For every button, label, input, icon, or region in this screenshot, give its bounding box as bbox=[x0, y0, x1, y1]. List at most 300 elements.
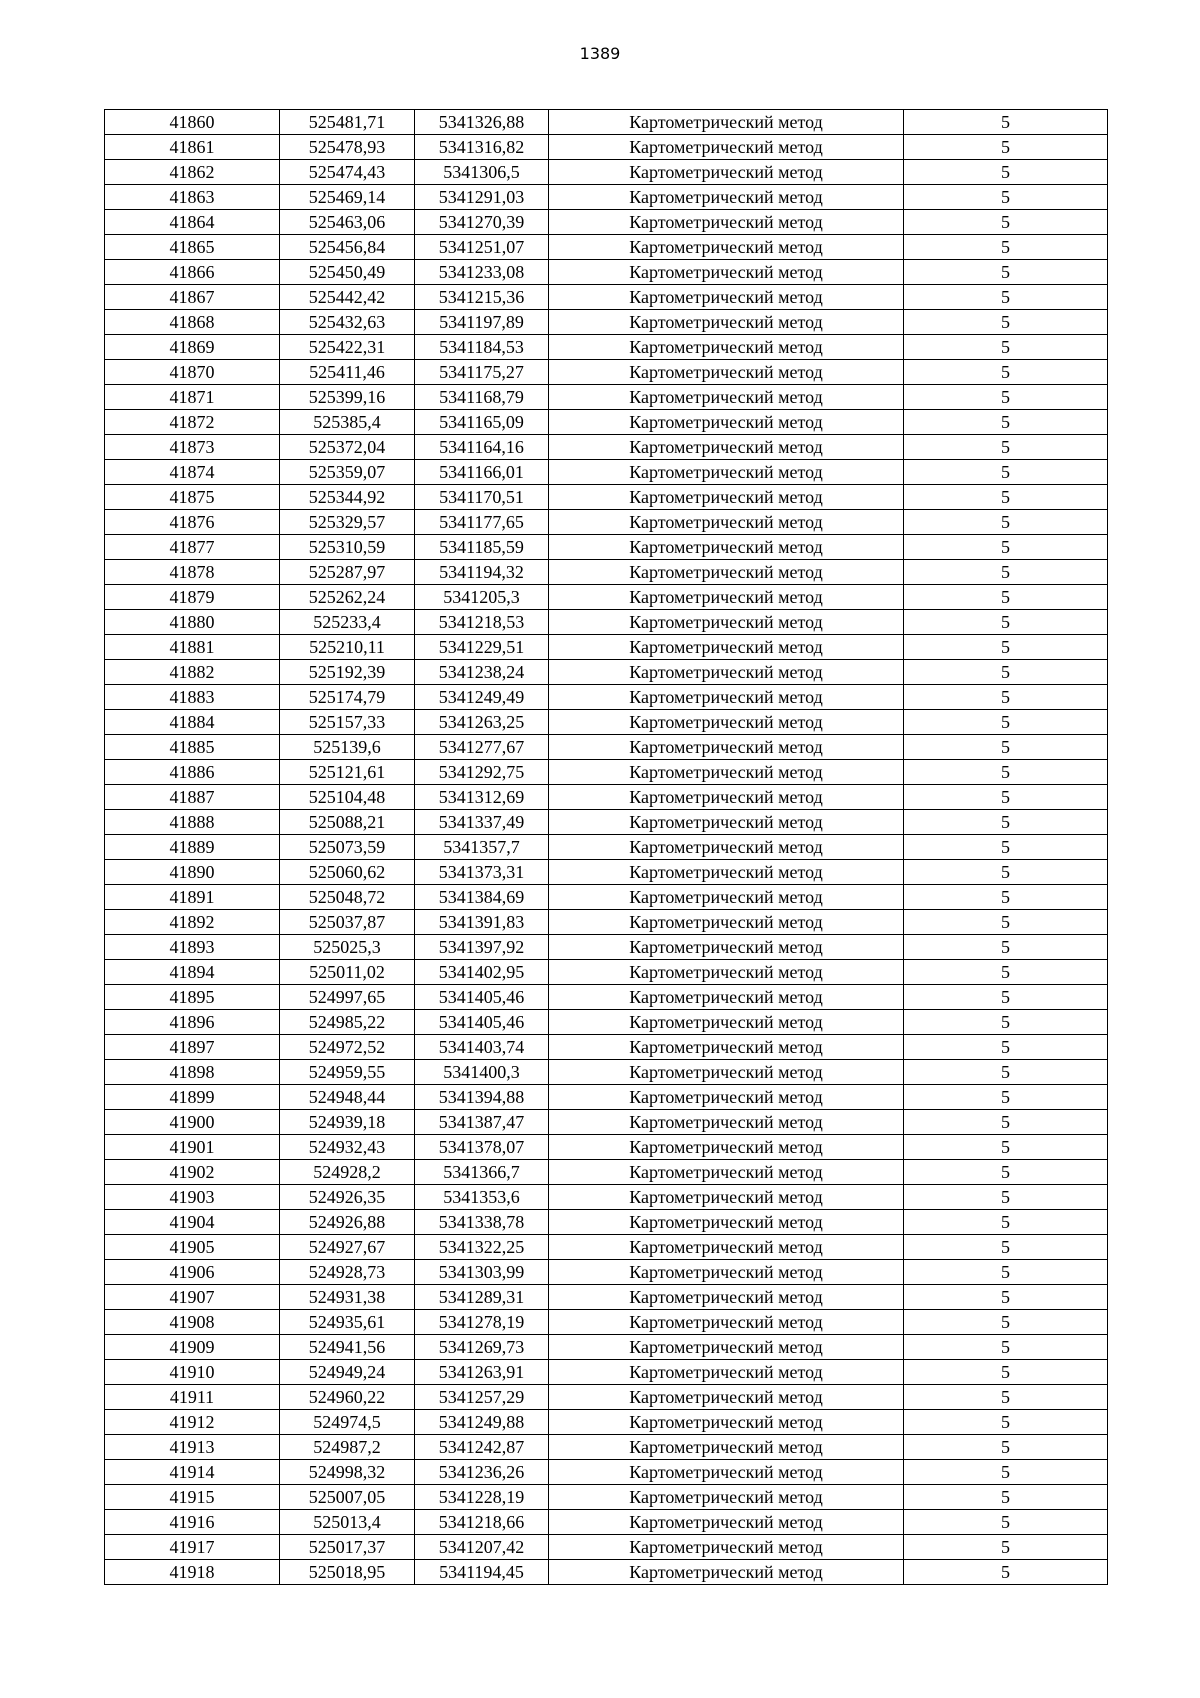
table-row bbox=[105, 1535, 1108, 1560]
point-number-cell: 41869 bbox=[105, 335, 280, 360]
table-row bbox=[105, 635, 1108, 660]
y-coordinate-cell: 5341291,03 bbox=[415, 185, 549, 210]
y-coordinate-cell: 5341316,82 bbox=[415, 135, 549, 160]
accuracy-cell: 5 bbox=[904, 260, 1108, 285]
accuracy-cell: 5 bbox=[904, 1035, 1108, 1060]
table-row bbox=[105, 160, 1108, 185]
table-row bbox=[105, 360, 1108, 385]
x-coordinate-cell: 525344,92 bbox=[280, 485, 415, 510]
x-coordinate-cell: 524974,5 bbox=[280, 1410, 415, 1435]
table-row bbox=[105, 1210, 1108, 1235]
accuracy-cell: 5 bbox=[904, 785, 1108, 810]
table-row bbox=[105, 1085, 1108, 1110]
table-row bbox=[105, 385, 1108, 410]
y-coordinate-cell: 5341218,66 bbox=[415, 1510, 549, 1535]
method-cell: Картометрический метод bbox=[549, 1335, 904, 1360]
y-coordinate-cell: 5341357,7 bbox=[415, 835, 549, 860]
accuracy-cell: 5 bbox=[904, 310, 1108, 335]
method-cell: Картометрический метод bbox=[549, 1035, 904, 1060]
point-number-cell: 41898 bbox=[105, 1060, 280, 1085]
method-cell: Картометрический метод bbox=[549, 410, 904, 435]
x-coordinate-cell: 525025,3 bbox=[280, 935, 415, 960]
accuracy-cell: 5 bbox=[904, 935, 1108, 960]
accuracy-cell: 5 bbox=[904, 960, 1108, 985]
table-row bbox=[105, 310, 1108, 335]
x-coordinate-cell: 525073,59 bbox=[280, 835, 415, 860]
x-coordinate-cell: 525481,71 bbox=[280, 110, 415, 135]
method-cell: Картометрический метод bbox=[549, 235, 904, 260]
point-number-cell: 41870 bbox=[105, 360, 280, 385]
x-coordinate-cell: 525210,11 bbox=[280, 635, 415, 660]
y-coordinate-cell: 5341405,46 bbox=[415, 985, 549, 1010]
point-number-cell: 41906 bbox=[105, 1260, 280, 1285]
table-row bbox=[105, 1335, 1108, 1360]
table-row bbox=[105, 235, 1108, 260]
x-coordinate-cell: 525456,84 bbox=[280, 235, 415, 260]
accuracy-cell: 5 bbox=[904, 760, 1108, 785]
accuracy-cell: 5 bbox=[904, 985, 1108, 1010]
y-coordinate-cell: 5341170,51 bbox=[415, 485, 549, 510]
y-coordinate-cell: 5341263,25 bbox=[415, 710, 549, 735]
accuracy-cell: 5 bbox=[904, 1085, 1108, 1110]
accuracy-cell: 5 bbox=[904, 285, 1108, 310]
y-coordinate-cell: 5341165,09 bbox=[415, 410, 549, 435]
table-row bbox=[105, 1260, 1108, 1285]
y-coordinate-cell: 5341197,89 bbox=[415, 310, 549, 335]
method-cell: Картометрический метод bbox=[549, 535, 904, 560]
table-row bbox=[105, 1010, 1108, 1035]
point-number-cell: 41876 bbox=[105, 510, 280, 535]
method-cell: Картометрический метод bbox=[549, 960, 904, 985]
x-coordinate-cell: 525287,97 bbox=[280, 560, 415, 585]
x-coordinate-cell: 525018,95 bbox=[280, 1560, 415, 1585]
y-coordinate-cell: 5341194,45 bbox=[415, 1560, 549, 1585]
method-cell: Картометрический метод bbox=[549, 610, 904, 635]
accuracy-cell: 5 bbox=[904, 1110, 1108, 1135]
y-coordinate-cell: 5341378,07 bbox=[415, 1135, 549, 1160]
table-row bbox=[105, 560, 1108, 585]
table-row bbox=[105, 835, 1108, 860]
y-coordinate-cell: 5341175,27 bbox=[415, 360, 549, 385]
point-number-cell: 41872 bbox=[105, 410, 280, 435]
point-number-cell: 41863 bbox=[105, 185, 280, 210]
x-coordinate-cell: 525411,46 bbox=[280, 360, 415, 385]
accuracy-cell: 5 bbox=[904, 810, 1108, 835]
y-coordinate-cell: 5341166,01 bbox=[415, 460, 549, 485]
point-number-cell: 41882 bbox=[105, 660, 280, 685]
accuracy-cell: 5 bbox=[904, 860, 1108, 885]
method-cell: Картометрический метод bbox=[549, 1160, 904, 1185]
method-cell: Картометрический метод bbox=[549, 1210, 904, 1235]
accuracy-cell: 5 bbox=[904, 235, 1108, 260]
x-coordinate-cell: 524960,22 bbox=[280, 1385, 415, 1410]
method-cell: Картометрический метод bbox=[549, 710, 904, 735]
y-coordinate-cell: 5341168,79 bbox=[415, 385, 549, 410]
method-cell: Картометрический метод bbox=[549, 110, 904, 135]
method-cell: Картометрический метод bbox=[549, 985, 904, 1010]
x-coordinate-cell: 525262,24 bbox=[280, 585, 415, 610]
point-number-cell: 41880 bbox=[105, 610, 280, 635]
table-row bbox=[105, 185, 1108, 210]
accuracy-cell: 5 bbox=[904, 110, 1108, 135]
accuracy-cell: 5 bbox=[904, 1535, 1108, 1560]
y-coordinate-cell: 5341405,46 bbox=[415, 1010, 549, 1035]
x-coordinate-cell: 524972,52 bbox=[280, 1035, 415, 1060]
x-coordinate-cell: 525385,4 bbox=[280, 410, 415, 435]
table-row bbox=[105, 685, 1108, 710]
point-number-cell: 41885 bbox=[105, 735, 280, 760]
point-number-cell: 41904 bbox=[105, 1210, 280, 1235]
accuracy-cell: 5 bbox=[904, 1335, 1108, 1360]
y-coordinate-cell: 5341238,24 bbox=[415, 660, 549, 685]
method-cell: Картометрический метод bbox=[549, 385, 904, 410]
x-coordinate-cell: 525399,16 bbox=[280, 385, 415, 410]
table-row bbox=[105, 1560, 1108, 1585]
point-number-cell: 41900 bbox=[105, 1110, 280, 1135]
accuracy-cell: 5 bbox=[904, 135, 1108, 160]
method-cell: Картометрический метод bbox=[549, 210, 904, 235]
x-coordinate-cell: 524926,35 bbox=[280, 1185, 415, 1210]
x-coordinate-cell: 524932,43 bbox=[280, 1135, 415, 1160]
method-cell: Картометрический метод bbox=[549, 160, 904, 185]
method-cell: Картометрический метод bbox=[549, 735, 904, 760]
table-row bbox=[105, 1235, 1108, 1260]
accuracy-cell: 5 bbox=[904, 460, 1108, 485]
method-cell: Картометрический метод bbox=[549, 485, 904, 510]
y-coordinate-cell: 5341249,49 bbox=[415, 685, 549, 710]
y-coordinate-cell: 5341236,26 bbox=[415, 1460, 549, 1485]
x-coordinate-cell: 525007,05 bbox=[280, 1485, 415, 1510]
point-number-cell: 41862 bbox=[105, 160, 280, 185]
point-number-cell: 41905 bbox=[105, 1235, 280, 1260]
method-cell: Картометрический метод bbox=[549, 685, 904, 710]
y-coordinate-cell: 5341242,87 bbox=[415, 1435, 549, 1460]
method-cell: Картометрический метод bbox=[549, 1485, 904, 1510]
method-cell: Картометрический метод bbox=[549, 910, 904, 935]
y-coordinate-cell: 5341177,65 bbox=[415, 510, 549, 535]
accuracy-cell: 5 bbox=[904, 835, 1108, 860]
method-cell: Картометрический метод bbox=[549, 1310, 904, 1335]
x-coordinate-cell: 524927,67 bbox=[280, 1235, 415, 1260]
accuracy-cell: 5 bbox=[904, 1435, 1108, 1460]
method-cell: Картометрический метод bbox=[549, 135, 904, 160]
point-number-cell: 41897 bbox=[105, 1035, 280, 1060]
point-number-cell: 41899 bbox=[105, 1085, 280, 1110]
accuracy-cell: 5 bbox=[904, 685, 1108, 710]
table-row bbox=[105, 1435, 1108, 1460]
point-number-cell: 41867 bbox=[105, 285, 280, 310]
y-coordinate-cell: 5341366,7 bbox=[415, 1160, 549, 1185]
table-row bbox=[105, 1110, 1108, 1135]
x-coordinate-cell: 525450,49 bbox=[280, 260, 415, 285]
table-row bbox=[105, 1485, 1108, 1510]
x-coordinate-cell: 525329,57 bbox=[280, 510, 415, 535]
method-cell: Картометрический метод bbox=[549, 1460, 904, 1485]
method-cell: Картометрический метод bbox=[549, 810, 904, 835]
y-coordinate-cell: 5341402,95 bbox=[415, 960, 549, 985]
point-number-cell: 41861 bbox=[105, 135, 280, 160]
point-number-cell: 41903 bbox=[105, 1185, 280, 1210]
x-coordinate-cell: 524935,61 bbox=[280, 1310, 415, 1335]
method-cell: Картометрический метод bbox=[549, 1535, 904, 1560]
method-cell: Картометрический метод bbox=[549, 435, 904, 460]
accuracy-cell: 5 bbox=[904, 1285, 1108, 1310]
method-cell: Картометрический метод bbox=[549, 660, 904, 685]
point-number-cell: 41893 bbox=[105, 935, 280, 960]
table-row bbox=[105, 410, 1108, 435]
table-row bbox=[105, 960, 1108, 985]
method-cell: Картометрический метод bbox=[549, 760, 904, 785]
table-row bbox=[105, 1285, 1108, 1310]
table-row bbox=[105, 810, 1108, 835]
y-coordinate-cell: 5341228,19 bbox=[415, 1485, 549, 1510]
x-coordinate-cell: 525174,79 bbox=[280, 685, 415, 710]
y-coordinate-cell: 5341257,29 bbox=[415, 1385, 549, 1410]
y-coordinate-cell: 5341249,88 bbox=[415, 1410, 549, 1435]
y-coordinate-cell: 5341338,78 bbox=[415, 1210, 549, 1235]
y-coordinate-cell: 5341400,3 bbox=[415, 1060, 549, 1085]
method-cell: Картометрический метод bbox=[549, 1410, 904, 1435]
accuracy-cell: 5 bbox=[904, 1410, 1108, 1435]
accuracy-cell: 5 bbox=[904, 910, 1108, 935]
table-row bbox=[105, 1510, 1108, 1535]
method-cell: Картометрический метод bbox=[549, 360, 904, 385]
point-number-cell: 41894 bbox=[105, 960, 280, 985]
x-coordinate-cell: 525478,93 bbox=[280, 135, 415, 160]
table-row bbox=[105, 1160, 1108, 1185]
y-coordinate-cell: 5341277,67 bbox=[415, 735, 549, 760]
table-row bbox=[105, 1060, 1108, 1085]
x-coordinate-cell: 525192,39 bbox=[280, 660, 415, 685]
x-coordinate-cell: 525422,31 bbox=[280, 335, 415, 360]
x-coordinate-cell: 525104,48 bbox=[280, 785, 415, 810]
point-number-cell: 41915 bbox=[105, 1485, 280, 1510]
table-row bbox=[105, 460, 1108, 485]
point-number-cell: 41913 bbox=[105, 1435, 280, 1460]
accuracy-cell: 5 bbox=[904, 1485, 1108, 1510]
method-cell: Картометрический метод bbox=[549, 1085, 904, 1110]
table-row bbox=[105, 1310, 1108, 1335]
x-coordinate-cell: 525372,04 bbox=[280, 435, 415, 460]
point-number-cell: 41914 bbox=[105, 1460, 280, 1485]
table-row bbox=[105, 1135, 1108, 1160]
x-coordinate-cell: 525088,21 bbox=[280, 810, 415, 835]
method-cell: Картометрический метод bbox=[549, 835, 904, 860]
point-number-cell: 41890 bbox=[105, 860, 280, 885]
table-row bbox=[105, 885, 1108, 910]
point-number-cell: 41875 bbox=[105, 485, 280, 510]
x-coordinate-cell: 525310,59 bbox=[280, 535, 415, 560]
x-coordinate-cell: 525469,14 bbox=[280, 185, 415, 210]
accuracy-cell: 5 bbox=[904, 410, 1108, 435]
accuracy-cell: 5 bbox=[904, 335, 1108, 360]
point-number-cell: 41891 bbox=[105, 885, 280, 910]
table-row bbox=[105, 610, 1108, 635]
y-coordinate-cell: 5341278,19 bbox=[415, 1310, 549, 1335]
point-number-cell: 41878 bbox=[105, 560, 280, 585]
method-cell: Картометрический метод bbox=[549, 510, 904, 535]
method-cell: Картометрический метод bbox=[549, 1560, 904, 1585]
y-coordinate-cell: 5341164,16 bbox=[415, 435, 549, 460]
point-number-cell: 41909 bbox=[105, 1335, 280, 1360]
x-coordinate-cell: 525139,6 bbox=[280, 735, 415, 760]
y-coordinate-cell: 5341384,69 bbox=[415, 885, 549, 910]
method-cell: Картометрический метод bbox=[549, 185, 904, 210]
x-coordinate-cell: 524998,32 bbox=[280, 1460, 415, 1485]
table-row bbox=[105, 910, 1108, 935]
point-number-cell: 41887 bbox=[105, 785, 280, 810]
table-row bbox=[105, 210, 1108, 235]
accuracy-cell: 5 bbox=[904, 885, 1108, 910]
x-coordinate-cell: 525474,43 bbox=[280, 160, 415, 185]
accuracy-cell: 5 bbox=[904, 1185, 1108, 1210]
accuracy-cell: 5 bbox=[904, 1160, 1108, 1185]
accuracy-cell: 5 bbox=[904, 635, 1108, 660]
accuracy-cell: 5 bbox=[904, 160, 1108, 185]
x-coordinate-cell: 524959,55 bbox=[280, 1060, 415, 1085]
x-coordinate-cell: 525157,33 bbox=[280, 710, 415, 735]
table-row bbox=[105, 510, 1108, 535]
method-cell: Картометрический метод bbox=[549, 1235, 904, 1260]
table-row bbox=[105, 335, 1108, 360]
y-coordinate-cell: 5341337,49 bbox=[415, 810, 549, 835]
x-coordinate-cell: 524997,65 bbox=[280, 985, 415, 1010]
y-coordinate-cell: 5341205,3 bbox=[415, 585, 549, 610]
method-cell: Картометрический метод bbox=[549, 1185, 904, 1210]
accuracy-cell: 5 bbox=[904, 485, 1108, 510]
method-cell: Картометрический метод bbox=[549, 335, 904, 360]
table-row bbox=[105, 860, 1108, 885]
y-coordinate-cell: 5341387,47 bbox=[415, 1110, 549, 1135]
accuracy-cell: 5 bbox=[904, 660, 1108, 685]
accuracy-cell: 5 bbox=[904, 560, 1108, 585]
point-number-cell: 41860 bbox=[105, 110, 280, 135]
table-row bbox=[105, 710, 1108, 735]
method-cell: Картометрический метод bbox=[549, 1360, 904, 1385]
point-number-cell: 41865 bbox=[105, 235, 280, 260]
x-coordinate-cell: 524926,88 bbox=[280, 1210, 415, 1235]
method-cell: Картометрический метод bbox=[549, 1385, 904, 1410]
accuracy-cell: 5 bbox=[904, 585, 1108, 610]
y-coordinate-cell: 5341233,08 bbox=[415, 260, 549, 285]
x-coordinate-cell: 524928,2 bbox=[280, 1160, 415, 1185]
y-coordinate-cell: 5341353,6 bbox=[415, 1185, 549, 1210]
point-number-cell: 41895 bbox=[105, 985, 280, 1010]
table-row bbox=[105, 760, 1108, 785]
accuracy-cell: 5 bbox=[904, 1560, 1108, 1585]
accuracy-cell: 5 bbox=[904, 535, 1108, 560]
x-coordinate-cell: 524985,22 bbox=[280, 1010, 415, 1035]
point-number-cell: 41918 bbox=[105, 1560, 280, 1585]
y-coordinate-cell: 5341269,73 bbox=[415, 1335, 549, 1360]
y-coordinate-cell: 5341270,39 bbox=[415, 210, 549, 235]
x-coordinate-cell: 525442,42 bbox=[280, 285, 415, 310]
y-coordinate-cell: 5341207,42 bbox=[415, 1535, 549, 1560]
point-number-cell: 41902 bbox=[105, 1160, 280, 1185]
method-cell: Картометрический метод bbox=[549, 935, 904, 960]
x-coordinate-cell: 525037,87 bbox=[280, 910, 415, 935]
point-number-cell: 41916 bbox=[105, 1510, 280, 1535]
point-number-cell: 41911 bbox=[105, 1385, 280, 1410]
x-coordinate-cell: 524939,18 bbox=[280, 1110, 415, 1135]
x-coordinate-cell: 525011,02 bbox=[280, 960, 415, 985]
accuracy-cell: 5 bbox=[904, 1385, 1108, 1410]
accuracy-cell: 5 bbox=[904, 360, 1108, 385]
table-row bbox=[105, 435, 1108, 460]
y-coordinate-cell: 5341229,51 bbox=[415, 635, 549, 660]
accuracy-cell: 5 bbox=[904, 1060, 1108, 1085]
method-cell: Картометрический метод bbox=[549, 285, 904, 310]
table-row bbox=[105, 985, 1108, 1010]
y-coordinate-cell: 5341397,92 bbox=[415, 935, 549, 960]
x-coordinate-cell: 524949,24 bbox=[280, 1360, 415, 1385]
y-coordinate-cell: 5341373,31 bbox=[415, 860, 549, 885]
table-row bbox=[105, 935, 1108, 960]
accuracy-cell: 5 bbox=[904, 710, 1108, 735]
point-number-cell: 41892 bbox=[105, 910, 280, 935]
y-coordinate-cell: 5341394,88 bbox=[415, 1085, 549, 1110]
point-number-cell: 41886 bbox=[105, 760, 280, 785]
table-row bbox=[105, 260, 1108, 285]
method-cell: Картометрический метод bbox=[549, 1285, 904, 1310]
accuracy-cell: 5 bbox=[904, 1360, 1108, 1385]
page-number: 1389 bbox=[579, 44, 621, 63]
x-coordinate-cell: 525359,07 bbox=[280, 460, 415, 485]
table-row bbox=[105, 485, 1108, 510]
table-row bbox=[105, 110, 1108, 135]
y-coordinate-cell: 5341184,53 bbox=[415, 335, 549, 360]
table-row bbox=[105, 1035, 1108, 1060]
accuracy-cell: 5 bbox=[904, 385, 1108, 410]
y-coordinate-cell: 5341289,31 bbox=[415, 1285, 549, 1310]
y-coordinate-cell: 5341263,91 bbox=[415, 1360, 549, 1385]
method-cell: Картометрический метод bbox=[549, 860, 904, 885]
accuracy-cell: 5 bbox=[904, 735, 1108, 760]
point-number-cell: 41874 bbox=[105, 460, 280, 485]
point-number-cell: 41907 bbox=[105, 1285, 280, 1310]
table-row bbox=[105, 660, 1108, 685]
method-cell: Картометрический метод bbox=[549, 260, 904, 285]
accuracy-cell: 5 bbox=[904, 1260, 1108, 1285]
table-row bbox=[105, 785, 1108, 810]
y-coordinate-cell: 5341185,59 bbox=[415, 535, 549, 560]
y-coordinate-cell: 5341403,74 bbox=[415, 1035, 549, 1060]
point-number-cell: 41910 bbox=[105, 1360, 280, 1385]
accuracy-cell: 5 bbox=[904, 1010, 1108, 1035]
y-coordinate-cell: 5341322,25 bbox=[415, 1235, 549, 1260]
point-number-cell: 41917 bbox=[105, 1535, 280, 1560]
point-number-cell: 41871 bbox=[105, 385, 280, 410]
point-number-cell: 41868 bbox=[105, 310, 280, 335]
x-coordinate-cell: 525432,63 bbox=[280, 310, 415, 335]
table-row bbox=[105, 1410, 1108, 1435]
point-number-cell: 41889 bbox=[105, 835, 280, 860]
method-cell: Картометрический метод bbox=[549, 585, 904, 610]
method-cell: Картометрический метод bbox=[549, 560, 904, 585]
accuracy-cell: 5 bbox=[904, 1510, 1108, 1535]
point-number-cell: 41873 bbox=[105, 435, 280, 460]
point-number-cell: 41864 bbox=[105, 210, 280, 235]
accuracy-cell: 5 bbox=[904, 1310, 1108, 1335]
y-coordinate-cell: 5341306,5 bbox=[415, 160, 549, 185]
y-coordinate-cell: 5341391,83 bbox=[415, 910, 549, 935]
point-number-cell: 41881 bbox=[105, 635, 280, 660]
accuracy-cell: 5 bbox=[904, 1135, 1108, 1160]
y-coordinate-cell: 5341312,69 bbox=[415, 785, 549, 810]
x-coordinate-cell: 525017,37 bbox=[280, 1535, 415, 1560]
x-coordinate-cell: 524931,38 bbox=[280, 1285, 415, 1310]
table-row bbox=[105, 735, 1108, 760]
